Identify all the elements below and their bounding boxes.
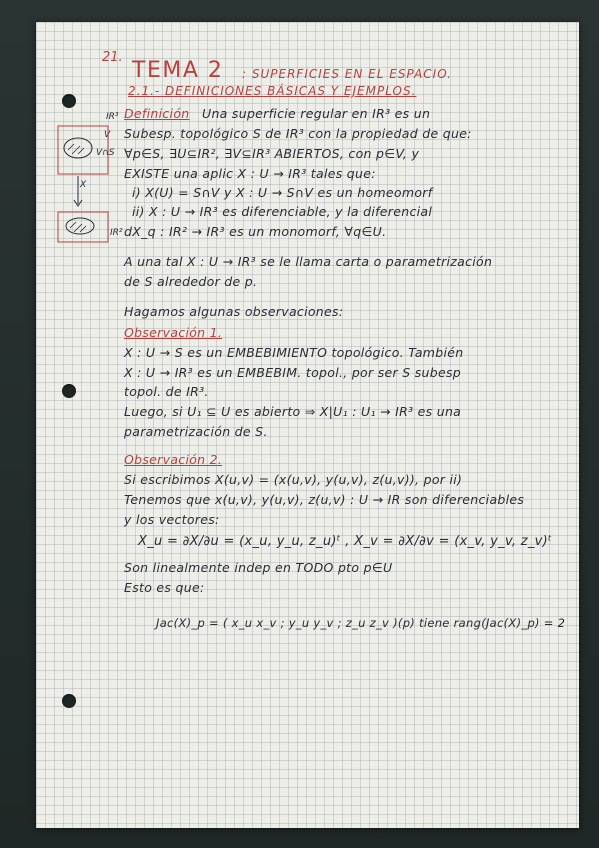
obs2-line: y los vectores:	[124, 512, 220, 527]
obs1-line: topol. de IR³.	[124, 384, 209, 399]
section-heading: 2.1.- DEFINICIONES BÁSICAS Y EJEMPLOS.	[128, 84, 417, 98]
definition-label: Definición	[124, 106, 190, 121]
binder-hole	[62, 94, 76, 108]
margin-note-r2: IR²	[110, 228, 123, 238]
binder-hole	[62, 694, 76, 708]
margin-note-r3: IR³	[106, 112, 119, 122]
definition-line: EXISTE una aplic X : U → IR³ tales que:	[124, 166, 376, 181]
obs2-line: Esto es que:	[124, 580, 205, 595]
page-number: 21.	[102, 50, 123, 65]
obs1-line: parametrización de S.	[124, 424, 268, 439]
obs2-line: Si escribimos X(u,v) = (x(u,v), y(u,v), z(u,v)), por ii)	[124, 472, 463, 487]
carta-line: A una tal X : U → IR³ se le llama carta o parametrización	[124, 254, 493, 269]
margin-note-v: V	[104, 130, 111, 140]
carta-line: de S alrededor de p.	[124, 274, 258, 289]
obs1-line: Luego, si U₁ ⊆ U es abierto ⇒ X|U₁ : U₁ → IR³ es una	[124, 404, 462, 419]
definition-line: dX_q : IR² → IR³ es un monomorf, ∀q∈U.	[124, 224, 387, 239]
binder-hole	[62, 384, 76, 398]
definition-line: ∀p∈S, ∃U⊆IR², ∃V⊆IR³ ABIERTOS, con p∈V, y	[124, 146, 420, 161]
obs2-label: Observación 2.	[124, 452, 223, 467]
obs2-formula: X_u = ∂X/∂u = (x_u, y_u, z_u)ᵗ , X_v = ∂X/∂v = (x_v, y_v, z_v)ᵗ	[138, 534, 553, 549]
surface-sketch	[54, 120, 116, 250]
observations-intro: Hagamos algunas observaciones:	[124, 304, 344, 319]
obs2-line: Son linealmente indep en TODO pto p∈U	[124, 560, 393, 575]
definition-line: i) X(U) = S∩V y X : U → S∩V es un homeomorf	[132, 185, 433, 200]
obs2-line: Tenemos que x(u,v), y(u,v), z(u,v) : U → IR son diferenciables	[124, 492, 525, 507]
jacobian-formula: Jac(X)_p = ( x_u x_v ; y_u y_v ; z_u z_v )(p) tiene rang(Jac(X)_p) = 2	[156, 616, 566, 630]
definition-line: Subesp. topológico S de IR³ con la propiedad de que:	[124, 126, 472, 141]
obs1-line: X : U → IR³ es un EMBEBIM. topol., por ser S subesp	[124, 365, 462, 380]
page-subtitle: : SUPERFICIES EN EL ESPACIO.	[242, 67, 452, 81]
page-title: TEMA 2	[132, 58, 224, 83]
obs1-line: X : U → S es un EMBEBIMIENTO topológico. También	[124, 345, 464, 360]
notebook-page	[36, 22, 579, 828]
definition-line: ii) X : U → IR³ es diferenciable, y la diferencial	[132, 204, 433, 219]
obs1-label: Observación 1.	[124, 325, 223, 340]
definition-line: Una superficie regular en IR³ es un	[202, 106, 431, 121]
margin-note-x: X	[80, 180, 87, 190]
margin-note-vns: V∩S	[96, 148, 115, 158]
